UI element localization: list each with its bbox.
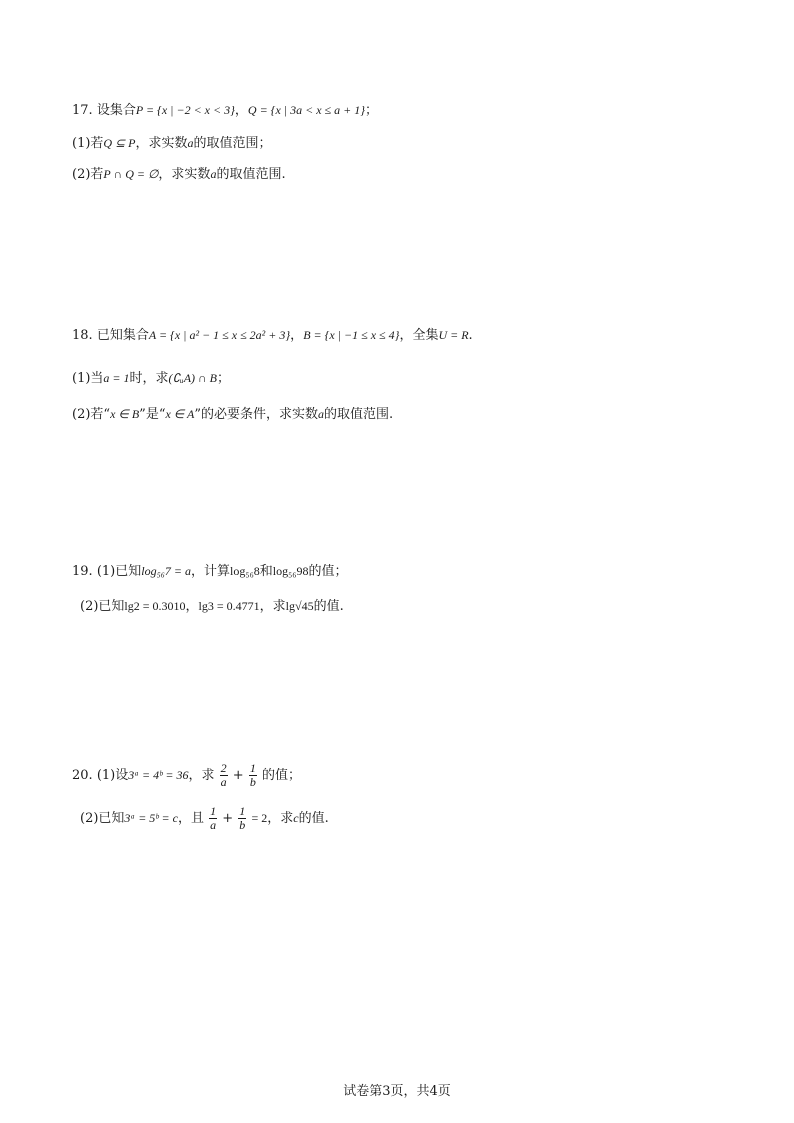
q18-number: 18. xyxy=(72,328,93,343)
set-q-def: Q = {x | 3a < x ≤ a + 1} xyxy=(247,103,366,117)
q19-number: 19. xyxy=(72,564,93,579)
fraction-1-over-b: $\frac{1}{b}$ xyxy=(249,761,256,789)
q20-part2: (2)已知3ᵃ = 5ᵇ = c，且 $\frac{1}{a}$ + $\frac{1}{b}$ = 2，求c的值. xyxy=(80,804,329,832)
q18-stem: 18. 已知集合A = {x | a² − 1 ≤ x ≤ 2a² + 3}，B = {x | −1 ≤ x ≤ 4}，全集U = R. xyxy=(72,328,473,343)
set-a-def: A = {x | a² − 1 ≤ x ≤ 2a² + 3} xyxy=(148,328,291,342)
q18-part1: (1)当a = 1时，求(∁ᵤA) ∩ B； xyxy=(72,371,231,386)
q17-number: 17. xyxy=(72,103,93,118)
fraction-1-over-b-2: $\frac{1}{b}$ xyxy=(239,804,246,832)
q20-number: 20. xyxy=(72,768,93,783)
universal-set: U = R xyxy=(438,328,469,342)
fraction-1-over-a: $\frac{1}{a}$ xyxy=(210,804,217,832)
q19-part1: 19. (1)已知log₅₆7 = a，计算log₅₆8和log₅₆98的值； xyxy=(72,564,348,579)
page-footer: 试卷第3页，共4页 xyxy=(343,1084,451,1099)
q20-part1: 20. (1)设3ᵃ = 4ᵇ = 36，求 $\frac{2}{a}$ + $\frac{1}{b}$ 的值； xyxy=(72,761,301,789)
q18-part2: (2)若“x ∈ B”是“x ∈ A”的必要条件，求实数a的取值范围. xyxy=(72,407,394,422)
q19-part2: (2)已知lg2 = 0.3010，lg3 = 0.4771，求lg√45的值. xyxy=(80,599,344,614)
set-p-def: P = {x | −2 < x < 3} xyxy=(135,103,235,117)
q17-stem: 17. 设集合P = {x | −2 < x < 3}，Q = {x | 3a < x ≤ a + 1}； xyxy=(72,103,379,118)
fraction-2-over-a: $\frac{2}{a}$ xyxy=(220,761,227,789)
q17-part1: (1)若Q ⊆ P，求实数a的取值范围； xyxy=(72,136,272,151)
set-b-def: B = {x | −1 ≤ x ≤ 4} xyxy=(303,328,400,342)
q17-part2: (2)若P ∩ Q = ∅，求实数a的取值范围. xyxy=(72,167,286,182)
